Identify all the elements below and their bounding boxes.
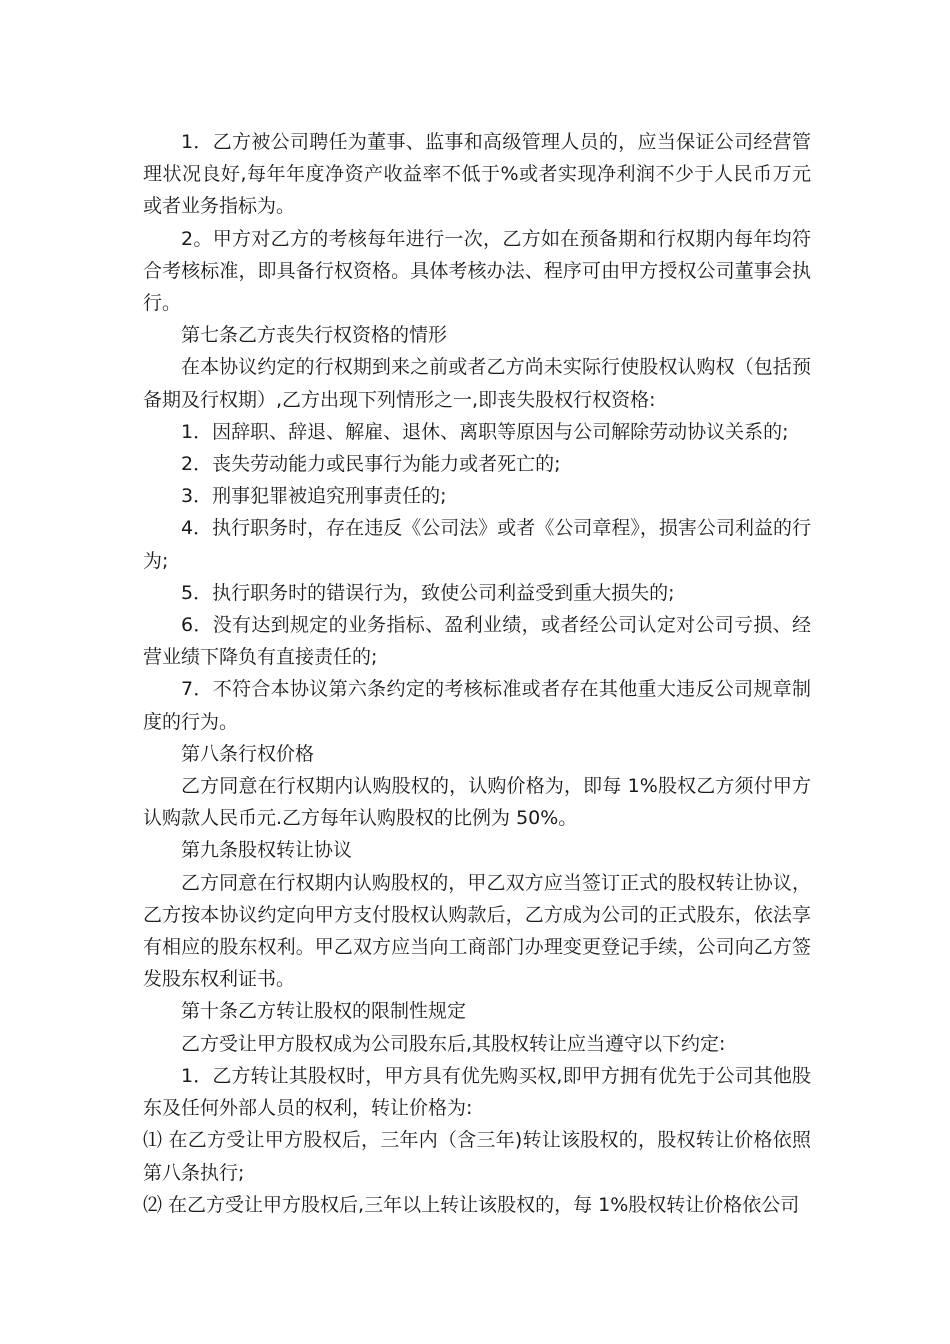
- list-item: 7．不符合本协议第六条约定的考核标准或者存在其他重大违反公司规章制度的行为。: [143, 678, 811, 733]
- paragraph: 乙方同意在行权期内认购股权的，甲乙双方应当签订正式的股权转让协议，乙方按本协议约定向甲方支付股权认购款后，乙方成为公司的正式股东，依法享有相应的股东权利。甲乙双方应当向工商部门办理变更登记手续，公司向乙方签发股东权利证书。: [143, 871, 811, 991]
- section-heading: 第十条乙方转让股权的限制性规定: [181, 1000, 467, 1023]
- list-item: 1．乙方转让其股权时，甲方具有优先购买权,即甲方拥有优先于公司其他股东及任何外部人员的权利，转让价格为:: [143, 1064, 811, 1120]
- paragraph: 1．乙方被公司聘任为董事、监事和高级管理人员的，应当保证公司经营管理状况良好,每年年度净资产收益率不低于%或者实现净利润不少于人民币万元或者业务指标为。: [143, 131, 811, 218]
- section-heading: 第九条股权转让协议: [181, 839, 353, 862]
- paragraph: 在本协议约定的行权期到来之前或者乙方尚未实际行使股权认购权（包括预备期及行权期）,乙方出现下列情形之一,即丧失股权行权资格:: [143, 356, 811, 411]
- sub-list-item: ⑵ 在乙方受让甲方股权后,三年以上转让该股权的，每 1%股权转让价格依公司: [143, 1193, 800, 1216]
- section-heading: 第七条乙方丧失行权资格的情形: [181, 324, 448, 347]
- document-page: [143, 126, 811, 1221]
- section-heading: 第八条行权价格: [181, 742, 315, 765]
- list-item: 3．刑事犯罪被追究刑事责任的;: [181, 485, 447, 508]
- list-item: 2．丧失劳动能力或民事行为能力或者死亡的;: [181, 453, 561, 476]
- list-item: 5．执行职务时的错误行为，致使公司利益受到重大损失的;: [181, 581, 675, 604]
- list-item: 4．执行职务时，存在违反《公司法》或者《公司章程》，损害公司利益的行为;: [143, 517, 811, 572]
- paragraph: 2。甲方对乙方的考核每年进行一次，乙方如在预备期和行权期内每年均符合考核标准，即具备行权资格。具体考核办法、程序可由甲方授权公司董事会执行。: [143, 227, 811, 315]
- list-item: 1．因辞职、辞退、解雇、退休、离职等原因与公司解除劳动协议关系的;: [181, 420, 789, 443]
- paragraph: 乙方同意在行权期内认购股权的，认购价格为，即每 1%股权乙方须付甲方认购款人民币元.乙方每年认购股权的比例为 50%。: [143, 775, 811, 830]
- paragraph: 乙方受让甲方股权成为公司股东后,其股权转让应当遵守以下约定:: [181, 1032, 726, 1055]
- list-item: 6．没有达到规定的业务指标、盈利业绩，或者经公司认定对公司亏损、经营业绩下降负有直接责任的;: [143, 614, 811, 669]
- sub-list-item: ⑴ 在乙方受让甲方股权后，三年内（含三年)转让该股权的，股权转让价格依照第八条执行;: [143, 1129, 811, 1184]
